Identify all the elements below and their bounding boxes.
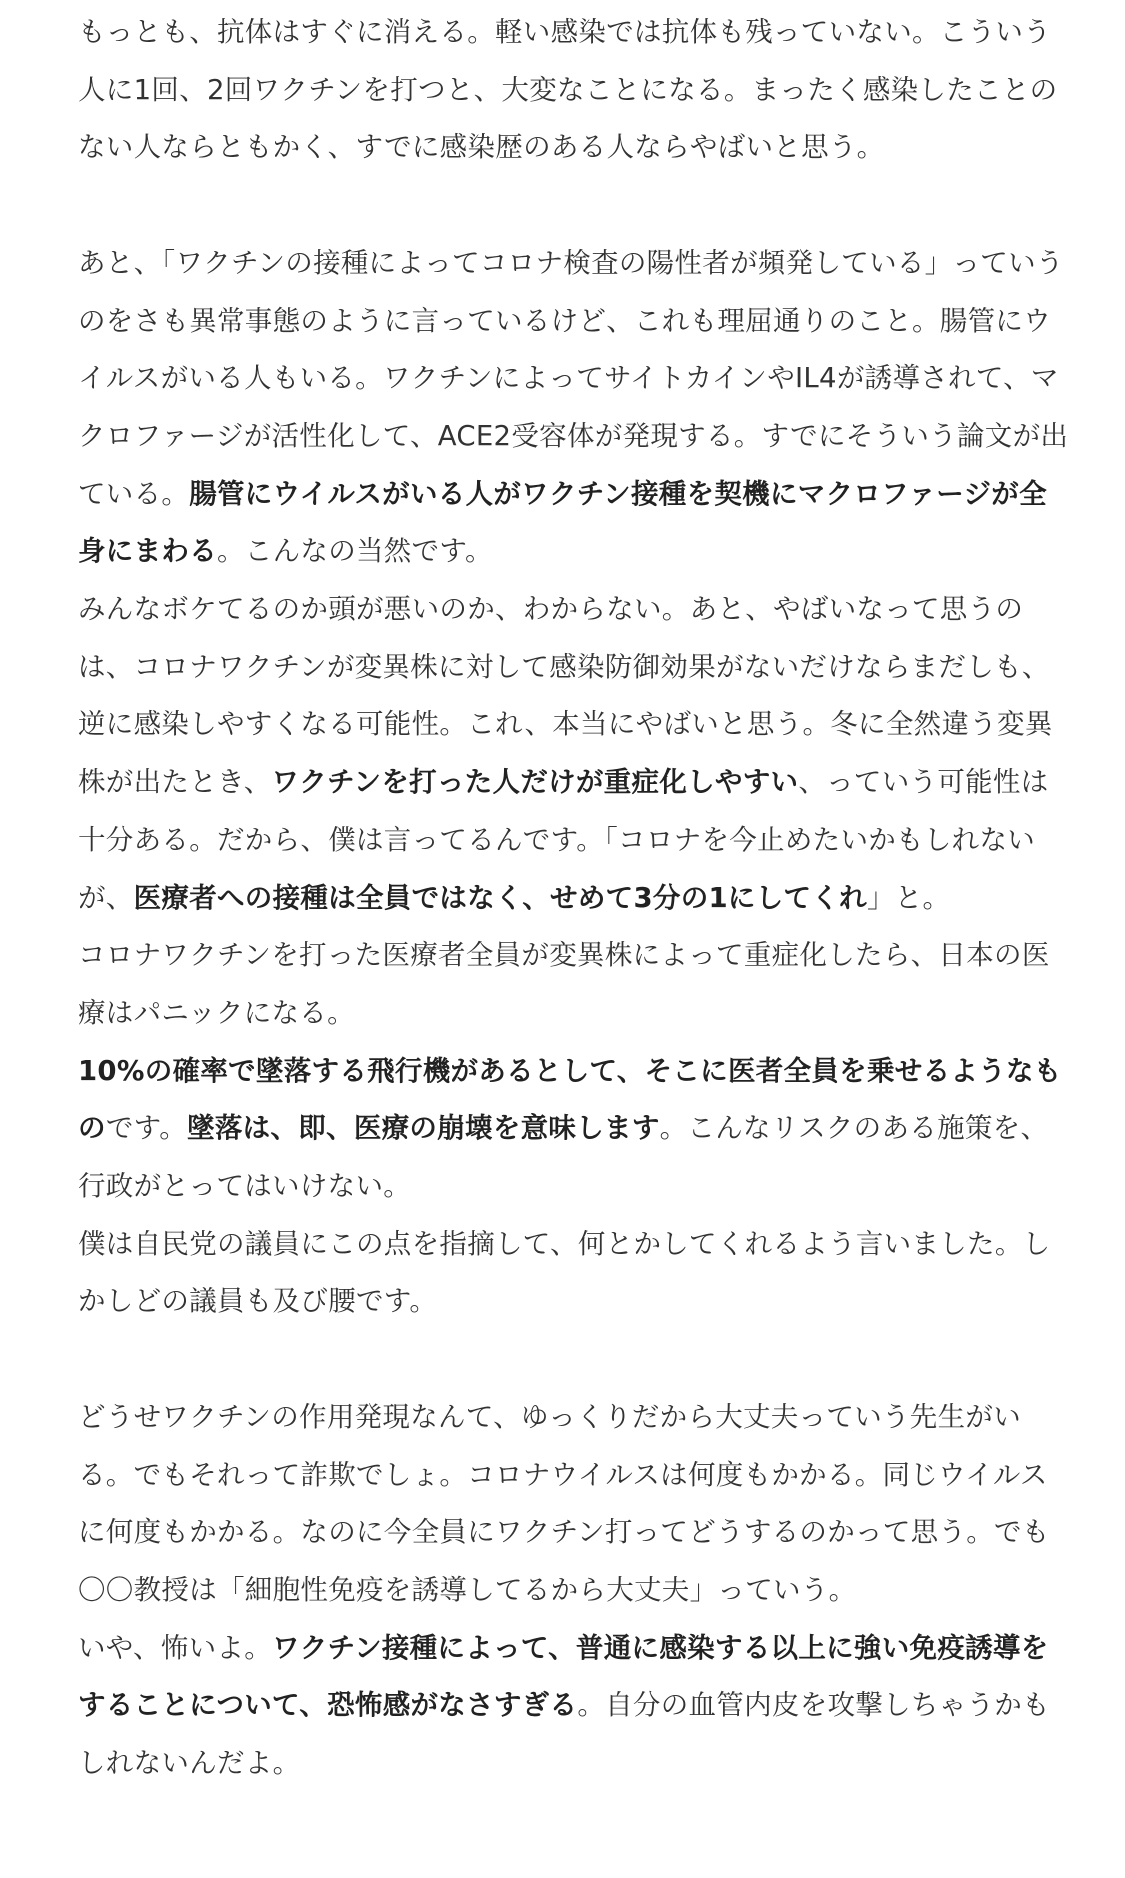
body-text: 、っていう可能性は十分ある。だから、僕は言ってるんです。「コロナを今止めたいかもしれないが、 (78, 766, 1049, 914)
emphasized-text: ワクチンを打った人だけが重症化しやすい (271, 766, 799, 799)
emphasized-text: 医療者への接種は全員ではなく、せめて3分の1にしてくれ (133, 881, 867, 914)
body-text: 。自分の血管内皮を攻撃しちゃうかもしれないんだよ。 (78, 1689, 1050, 1780)
body-text: いや、怖いよ。 (78, 1631, 273, 1664)
article-paragraph (78, 1043, 1073, 1216)
body-text: 僕は自民党の議員にこの点を指摘して、何とかしてくれるよう言いました。しかしどの議員も及び腰です。 (78, 1227, 1051, 1318)
body-text: 。こんなの当然です。 (217, 535, 493, 568)
article-paragraph (78, 927, 1073, 1042)
body-text: 。こんなリスクのある施策を、行政がとってはいけない。 (78, 1112, 1049, 1203)
body-text: みんなボケてるのか頭が悪いのか、わからない。あと、やばいなって思うのは、コロナワクチンが変異株に対して感染防御効果がないだけならまだしも、逆に感染しやすくなる可能性。これ、本当にやばいと思う。冬に全然違う変異株が出たとき、 (78, 593, 1053, 799)
emphasized-text: ワクチン接種によって、普通に感染する以上に強い免疫誘導をすることについて、恐怖感がなさすぎる (78, 1631, 1049, 1722)
article-paragraph (78, 581, 1073, 927)
emphasized-text: 10%の確率で墜落する飛行機があるとして、そこに医者全員を乗せるようなもの (78, 1054, 1062, 1145)
body-text: です。 (105, 1112, 188, 1145)
article-paragraph (78, 1216, 1073, 1331)
article-paragraph (78, 1620, 1073, 1793)
body-text: 」と。 (866, 881, 951, 914)
article-paragraph (78, 235, 1073, 581)
body-text: もっとも、抗体はすぐに消える。軽い感染では抗体も残っていない。こういう人に1回、2回ワクチンを打つと、大変なことになる。まったく感染したことのない人ならともかく、すでに感染歴のある人ならやばいと思う。 (78, 16, 1058, 164)
article-paragraph (78, 1389, 1073, 1620)
paragraph-gap (78, 1331, 1073, 1389)
article-body (78, 4, 1073, 1793)
emphasized-text: 腸管にウイルスがいる人がワクチン接種を契機にマクロファージが全身にまわる (78, 477, 1047, 568)
body-text: コロナワクチンを打った医療者全員が変異株によって重症化したら、日本の医療はパニックになる。 (78, 939, 1050, 1029)
body-text: どうせワクチンの作用発現なんて、ゆっくりだから大丈夫っていう先生がいる。でもそれって詐欺でしょ。コロナウイルスは何度もかかる。同じウイルスに何度もかかる。なのに今全員にワクチン打ってどうするのかって思う。でも〇〇教授は「細胞性免疫を誘導してるから大丈夫」っていう。 (78, 1400, 1050, 1606)
body-text: あと、「ワクチンの接種によってコロナ検査の陽性者が頻発している」っていうのをさも異常事態のように言っているけど、これも理屈通りのこと。腸管にウイルスがいる人もいる。ワクチンによってサイトカインやIL4が誘導されて、マクロファージが活性化して、ACE2受容体が発現する。すでにそういう論文が出ている。 (78, 246, 1069, 510)
article-paragraph (78, 4, 1073, 177)
emphasized-text: 墜落は、即、医療の崩壊を意味します (187, 1112, 660, 1145)
paragraph-gap (78, 177, 1073, 235)
